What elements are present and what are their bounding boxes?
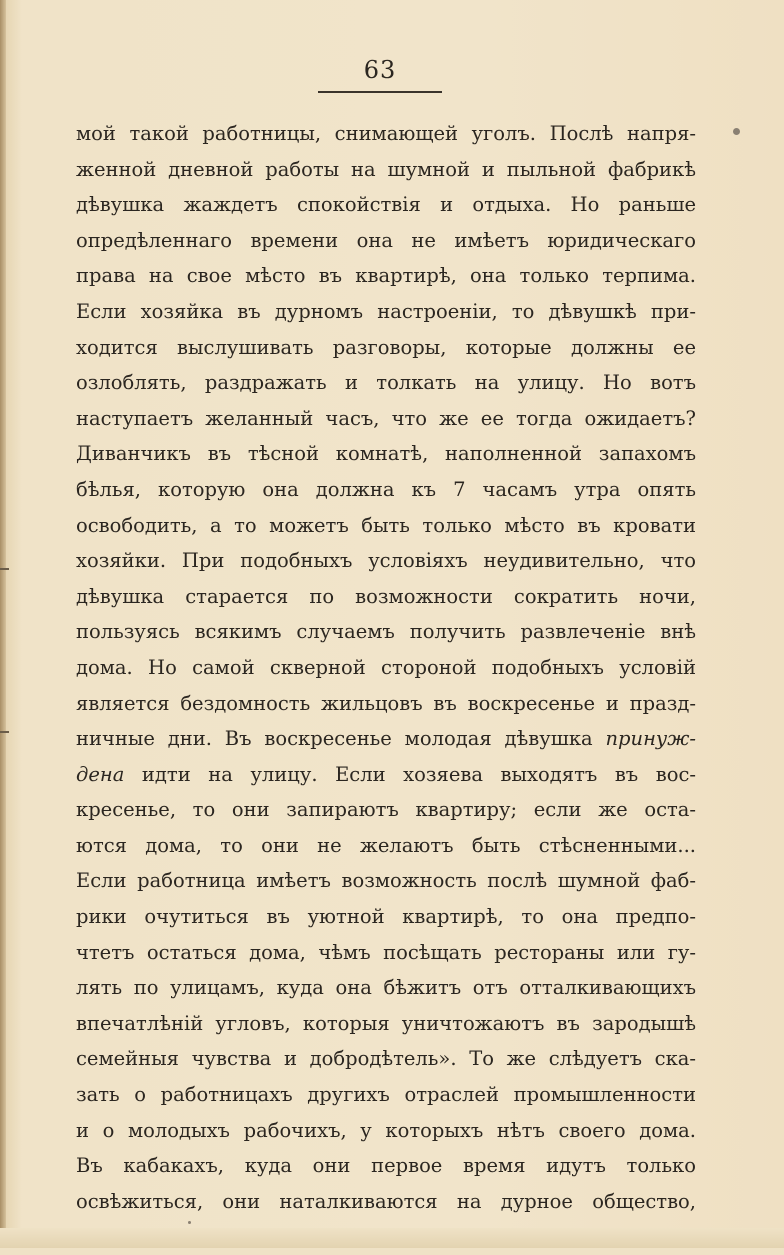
text-line: рики очутиться въ уютной квартирѣ, то она предпо-	[76, 905, 696, 929]
ink-speck	[188, 1221, 191, 1224]
text-line: и о молодыхъ рабочихъ, у которыхъ нѣтъ своего дома.	[76, 1118, 696, 1142]
emphasized-text: дена	[76, 762, 125, 786]
text-line: семейныя чувства и добродѣтель». То же слѣдуетъ ска-	[76, 1047, 696, 1071]
text-line: хозяйки. При подобныхъ условіяхъ неудивительно, что	[76, 549, 696, 573]
text-line: наступаетъ желанный часъ, что же ее тогда ожидаетъ?	[76, 406, 696, 430]
text-line: опредѣленнаго времени она не имѣетъ юридическаго	[76, 228, 696, 252]
text-line: Если работница имѣетъ возможность послѣ шумной фаб-	[76, 869, 696, 893]
binding-edge	[0, 0, 6, 1248]
text-line: впечатлѣній угловъ, которыя уничтожаютъ въ зародышѣ	[76, 1011, 696, 1035]
text-line	[76, 757, 696, 793]
page-number: 63	[363, 56, 397, 84]
text-line: бѣлья, которую она должна къ 7 часамъ утра опять	[76, 477, 696, 501]
text-line: чтетъ остаться дома, чѣмъ посѣщать рестораны или гу-	[76, 940, 696, 964]
text-line: дѣвушка старается по возможности сократить ночи,	[76, 584, 696, 608]
text-line: пользуясь всякимъ случаемъ получить развлеченіе внѣ	[76, 620, 696, 644]
text-line: освѣжиться, они наталкиваются на дурное общество,	[76, 1189, 696, 1213]
margin-tick-mark	[0, 731, 9, 733]
ink-speck	[733, 128, 740, 135]
emphasized-text: принуж-	[605, 727, 696, 751]
page-number-rule	[318, 91, 442, 93]
text-line: ходится выслушивать разговоры, которые должны ее	[76, 335, 696, 359]
text-line: Если хозяйка въ дурномъ настроеніи, то дѣвушкѣ при-	[76, 299, 696, 323]
margin-tick-mark	[0, 568, 9, 570]
text-line: мой такой работницы, снимающей уголъ. Послѣ напря-	[76, 122, 696, 145]
text-line: дома. Но самой скверной стороной подобныхъ условій	[76, 655, 696, 679]
page-bottom-edge	[0, 1228, 784, 1248]
text-line: лять по улицамъ, куда она бѣжитъ отъ отталкивающихъ	[76, 976, 696, 1000]
text-line: зать о работницахъ другихъ отраслей промышленности	[76, 1083, 696, 1107]
text-line: права на свое мѣсто въ квартирѣ, она только терпима.	[76, 264, 696, 288]
text-line: Въ кабакахъ, куда они первое время идутъ только	[76, 1154, 696, 1178]
text-line: дѣвушка жаждетъ спокойствія и отдыха. Но раньше	[76, 193, 696, 217]
text-run: ничные дни. Въ воскресенье молодая дѣвушка	[76, 727, 606, 751]
text-run: идти на улицу. Если хозяева выходятъ въ вос-	[124, 762, 696, 786]
text-line	[76, 721, 696, 757]
text-line: является бездомность жильцовъ въ воскресенье и празд-	[76, 691, 696, 715]
body-text	[76, 116, 696, 1255]
text-line: ются дома, то они не желаютъ быть стѣсненными...	[76, 833, 696, 857]
text-line: озлоблять, раздражать и толкать на улицу. Но вотъ	[76, 371, 696, 395]
text-line: Диванчикъ въ тѣсной комнатѣ, наполненной запахомъ	[76, 442, 696, 466]
text-line: кресенье, то они запираютъ квартиру; если же оста-	[76, 798, 696, 822]
text-line: женной дневной работы на шумной и пыльной фабрикѣ	[76, 157, 696, 181]
text-line: освободить, а то можетъ быть только мѣсто въ кровати	[76, 513, 696, 537]
